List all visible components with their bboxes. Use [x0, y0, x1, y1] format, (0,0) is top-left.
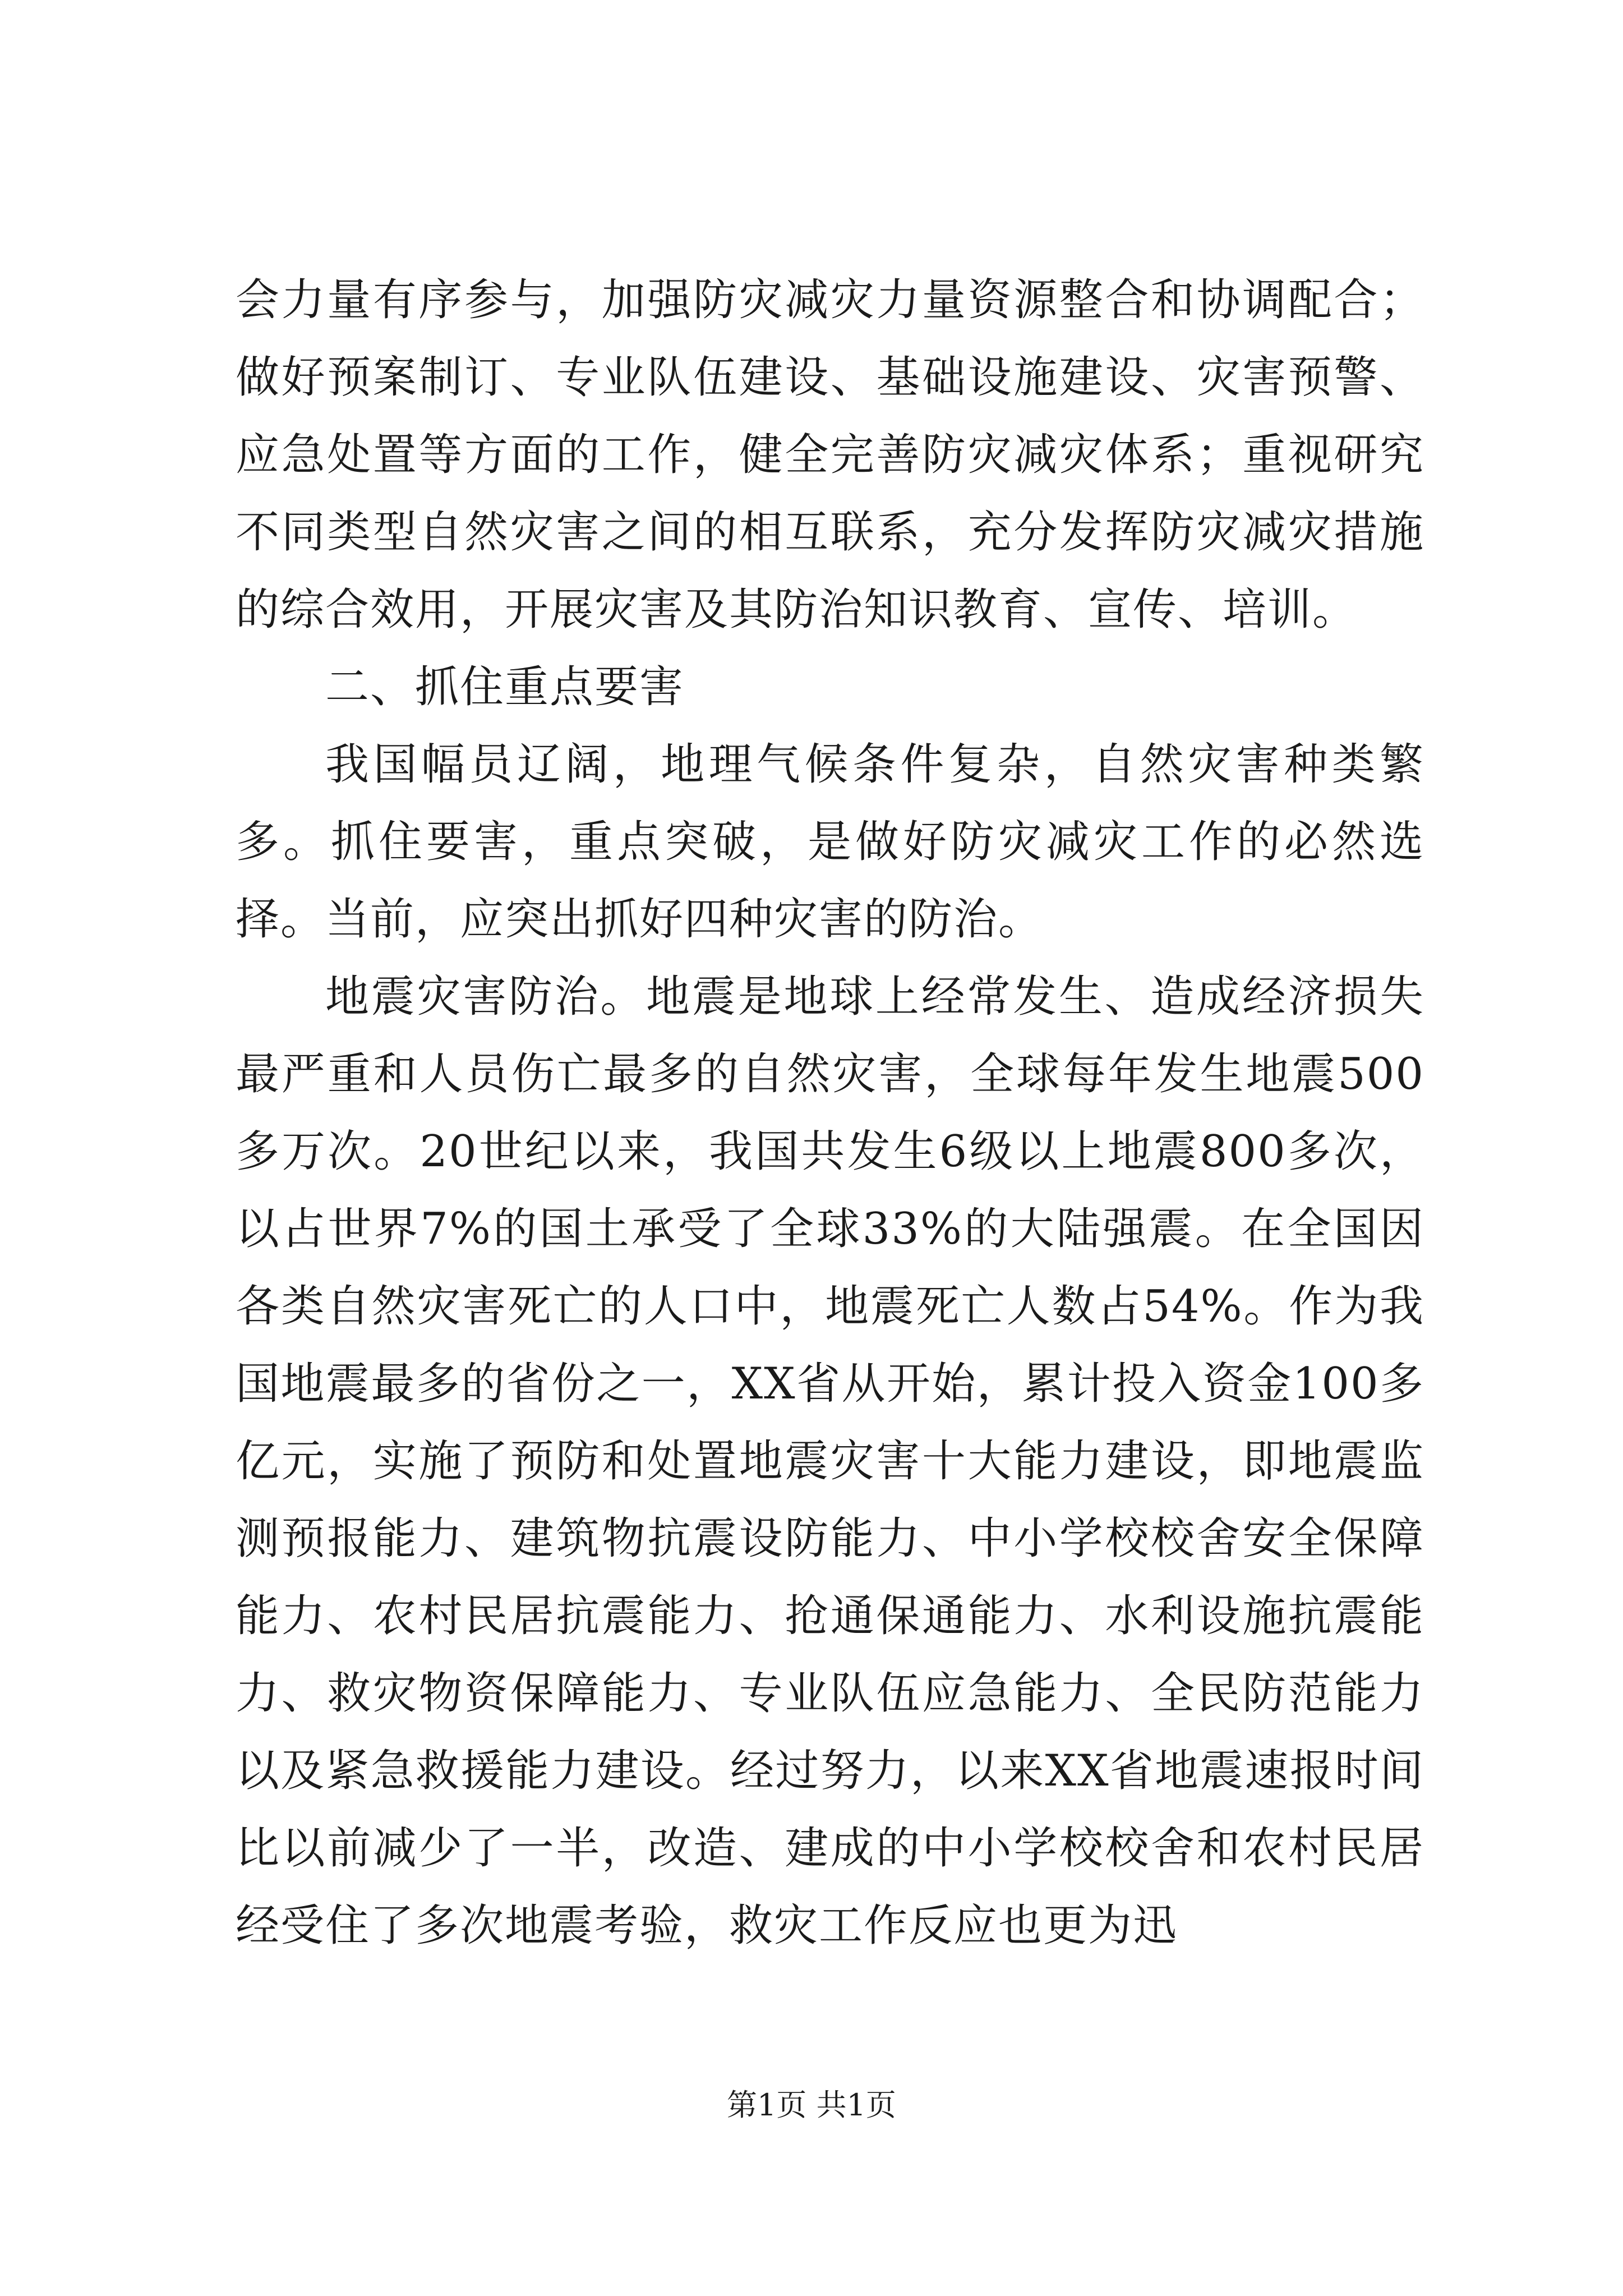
document-body [236, 261, 1424, 1964]
page-footer: 第1页 共1页 [727, 2087, 896, 2123]
paragraph: 我国幅员辽阔，地理气候条件复杂，自然灾害种类繁多。抓住要害，重点突破，是做好防灾减灾工作的必然选择。当前，应突出抓好四种灾害的防治。 [236, 739, 1424, 945]
paragraph: 地震灾害防治。地震是地球上经常发生、造成经济损失最严重和人员伤亡最多的自然灾害，全球每年发生地震500多万次。20世纪以来，我国共发生6级以上地震800多次，以占世界7%的国土承受了全球33%的大陆强震。在全国因各类自然灾害死亡的人口中，地震死亡人数占54%。作为我国地震最多的省份之一，XX省从开始，累计投入资金100多亿元，实施了预防和处置地震灾害十大能力建设，即地震监测预报能力、建筑物抗震设防能力、中小学校校舍安全保障能力、农村民居抗震能力、抢通保通能力、水利设施抗震能力、救灾物资保障能力、专业队伍应急能力、全民防范能力以及紧急救援能力建设。经过努力，以来XX省地震速报时间比以前减少了一半，改造、建成的中小学校校舍和农村民居经受住了多次地震考验，救灾工作反应也更为迅 [236, 972, 1424, 1951]
paragraph-continuation: 会力量有序参与，加强防灾减灾力量资源整合和协调配合；做好预案制订、专业队伍建设、基础设施建设、灾害预警、应急处置等方面的工作，健全完善防灾减灾体系；重视研究不同类型自然灾害之间的相互联系，充分发挥防灾减灾措施的综合效用，开展灾害及其防治知识教育、宣传、培训。 [236, 275, 1424, 635]
section-heading: 二、抓住重点要害 [325, 662, 685, 712]
